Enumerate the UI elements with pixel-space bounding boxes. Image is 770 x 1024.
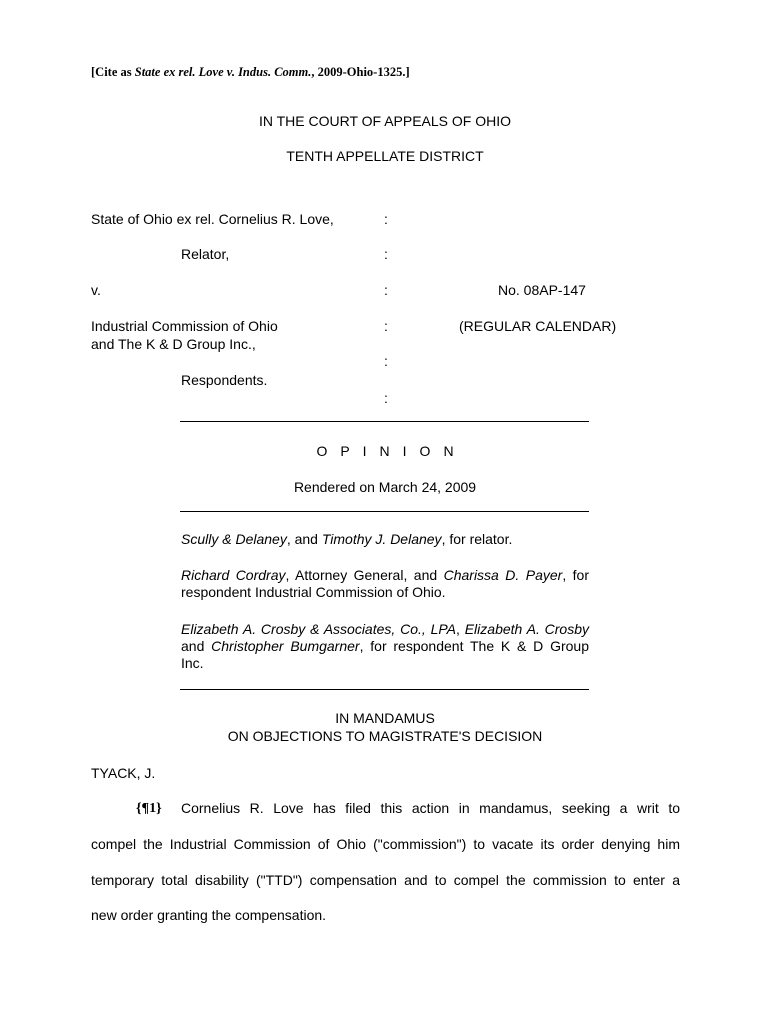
caption-colon: : (384, 390, 388, 406)
counsel-kd-attorney-2: Christopher Bumgarner (211, 638, 360, 654)
proceeding-line-2: ON OBJECTIONS TO MAGISTRATE'S DECISION (227, 728, 543, 744)
caption-rule (180, 421, 589, 422)
caption-colon: : (384, 353, 388, 369)
citation-suffix: , 2009-Ohio-1325.] (311, 65, 410, 79)
counsel-rule (180, 689, 589, 690)
citation-case-name: State ex rel. Love v. Indus. Comm. (134, 65, 312, 79)
counsel-ag-assistant: Charissa D. Payer (443, 567, 563, 583)
court-district: TENTH APPELLATE DISTRICT (286, 148, 484, 164)
respondent-line-1: Industrial Commission of Ohio (91, 318, 278, 334)
case-number: No. 08AP-147 (498, 282, 586, 298)
paragraph-1-line-4: new order granting the compensation. (91, 907, 327, 923)
caption-colon: : (384, 282, 388, 298)
caption-colon: : (384, 211, 388, 227)
caption-colon: : (384, 318, 388, 334)
counsel-kd-group: Elizabeth A. Crosby & Associates, Co., LPA, Elizabeth A. Crosby and Christopher Bumgarner, for respondent The K & D Group Inc. (181, 621, 589, 671)
counsel-relator-attorney: Timothy J. Delaney (321, 531, 442, 547)
respondent-line-2: and The K & D Group Inc., (91, 336, 256, 352)
relator-name: State of Ohio ex rel. Cornelius R. Love, (91, 211, 334, 227)
paragraph-marker: {¶1} (136, 801, 162, 816)
counsel-commission: Richard Cordray, Attorney General, and Charissa D. Payer, for respondent Industrial Commission of Ohio. (181, 567, 589, 600)
counsel-kd-firm: Elizabeth A. Crosby & Associates, Co., LPA (181, 621, 457, 637)
respondent-role: Respondents. (181, 372, 268, 388)
counsel-relator-firm: Scully & Delaney (181, 531, 287, 547)
relator-role: Relator, (181, 246, 230, 262)
rendered-date: Rendered on March 24, 2009 (293, 479, 477, 495)
counsel-relator: Scully & Delaney, and Timothy J. Delaney, for relator. (181, 531, 513, 547)
document-page: [Cite as State ex rel. Love v. Indus. Comm., 2009-Ohio-1325.] IN THE COURT OF APPEALS OF OHIO TENTH APPELLATE DISTRICT State of Ohio ex rel. Cornelius R. Love, Relator, v. Industrial Commission of Ohio and The K & D Group Inc., Respondents. : : : : : : No. 08AP-147 (REGULAR CALENDAR) OPINION Rendered on March 24, 2009 Scully & Delaney, and Timothy J. Delaney, for relator. Richard Cordray, Attorney General, and Charissa D. Payer, for respondent Industrial Commission of Ohio. Elizabeth A. Crosby & Associates, Co., LPA, Elizabeth A. Crosby and Christopher Bumgarner, for respondent The K & D Group Inc. IN MANDAMUS ON OBJECTIONS TO MAGISTRATE'S DECISION TYACK, J. {¶1} Cornelius R. Love has filed this action in mandamus, seeking a writ to compel the Industrial Commission of Ohio ("commission") to vacate its order denying him temporary total disability ("TTD") compensation and to compel the commission to enter a new order granting the compensation. (0, 0, 770, 1024)
opinion-heading: OPINION (316, 443, 467, 459)
judge-name: TYACK, J. (91, 765, 156, 781)
paragraph-1-line-3: temporary total disability ("TTD") compensation and to compel the commission to enter a (91, 872, 680, 888)
citation-prefix: [Cite as (91, 65, 135, 79)
paragraph-1-line-2: compel the Industrial Commission of Ohio ("commission") to vacate its order denying him (91, 836, 680, 852)
calendar-designation: (REGULAR CALENDAR) (459, 318, 617, 334)
court-name: IN THE COURT OF APPEALS OF OHIO (258, 113, 512, 129)
date-rule (180, 511, 589, 512)
proceeding-line-1: IN MANDAMUS (335, 710, 435, 726)
counsel-ag-name: Richard Cordray (181, 567, 286, 583)
caption-colon: : (384, 246, 388, 262)
counsel-kd-attorney-1: Elizabeth A. Crosby (464, 621, 589, 637)
citation-header (91, 64, 410, 81)
versus: v. (91, 282, 101, 298)
